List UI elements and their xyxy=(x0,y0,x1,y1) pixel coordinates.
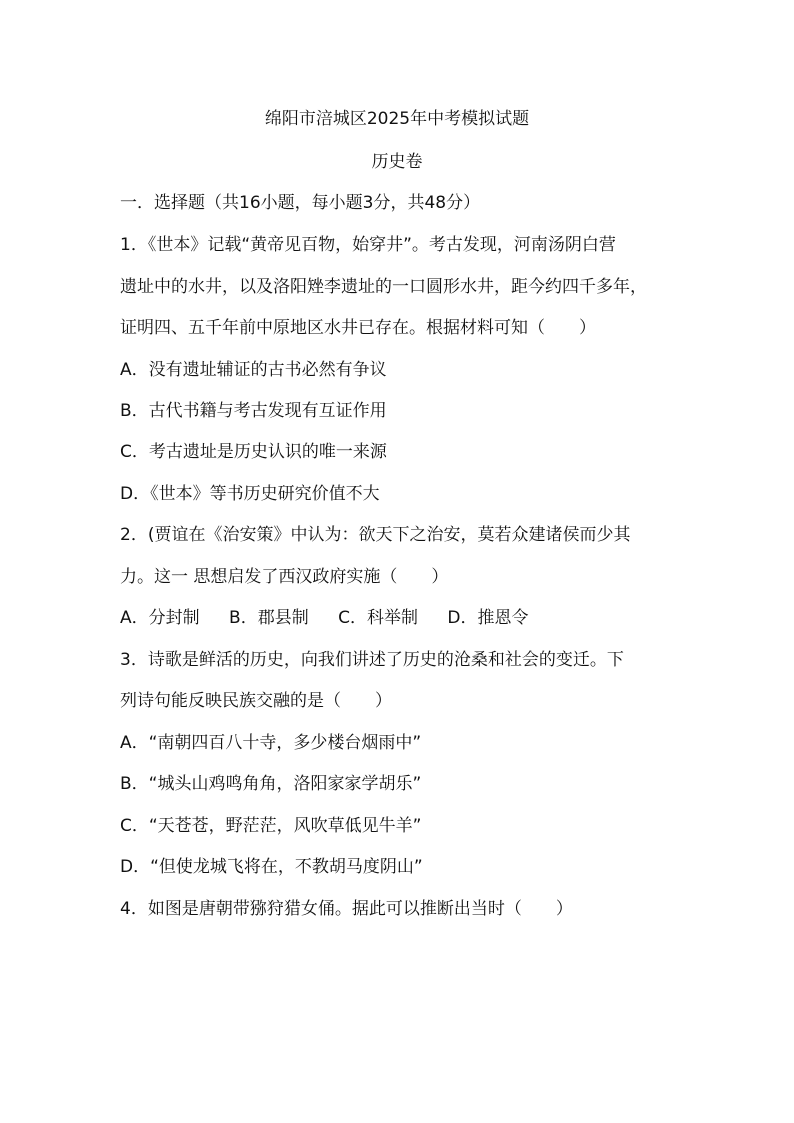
q4-line-1: 4．如图是唐朝带猕狩猎女俑。据此可以推断出当时（ ） xyxy=(120,899,573,919)
q1-option-b: B．古代书籍与考古发现有互证作用 xyxy=(120,401,387,421)
q1-line-2: 遗址中的水井，以及洛阳矬李遗址的一口圆形水井，距今约四千多年， xyxy=(120,277,647,297)
exam-subtitle: 历史卷 xyxy=(371,152,423,172)
section-heading: 一．选择题（共16小题，每小题3分，共48分） xyxy=(120,193,481,213)
q3-option-a: A．“南朝四百八十寺，多少楼台烟雨中” xyxy=(120,733,422,753)
q3-line-1: 3．诗歌是鲜活的历史，向我们讲述了历史的沧桑和社会的变迁。下 xyxy=(120,650,624,670)
q2-line-1: 2．(贾谊在《治安策》中认为：欲天下之治安，莫若众建诸侯而少其 xyxy=(120,525,631,545)
q2-line-2: 力。这一 思想启发了西汉政府实施（ ） xyxy=(120,567,449,587)
q2-option-b: B．郡县制 xyxy=(229,608,309,628)
q2-option-a: A．分封制 xyxy=(120,608,200,628)
exam-title: 绵阳市涪城区2025年中考模拟试题 xyxy=(264,109,530,129)
q3-option-d: D．“但使龙城飞将在，不教胡马度阴山” xyxy=(120,857,423,877)
q3-option-b: B．“城头山鸡鸣角角，洛阳家家学胡乐” xyxy=(120,774,422,794)
q2-option-c: C．科举制 xyxy=(338,608,418,628)
q1-line-1: 1．《世本》记载“黄帝见百物，始穿井”。考古发现，河南汤阴白营 xyxy=(120,235,616,255)
q1-line-3: 证明四、五千年前中原地区水井已存在。根据材料可知（ ） xyxy=(120,318,596,338)
q3-option-c: C．“天苍苍，野茫茫，风吹草低见牛羊” xyxy=(120,816,422,836)
q2-option-d: D．推恩令 xyxy=(447,608,529,628)
q1-option-d: D．《世本》等书历史研究价值不大 xyxy=(120,484,380,504)
q1-option-c: C．考古遗址是历史认识的唯一来源 xyxy=(120,442,387,462)
q1-option-a: A．没有遗址辅证的古书必然有争议 xyxy=(120,360,387,380)
q3-line-2: 列诗句能反映民族交融的是（ ） xyxy=(120,691,392,711)
q2-options xyxy=(120,603,529,628)
